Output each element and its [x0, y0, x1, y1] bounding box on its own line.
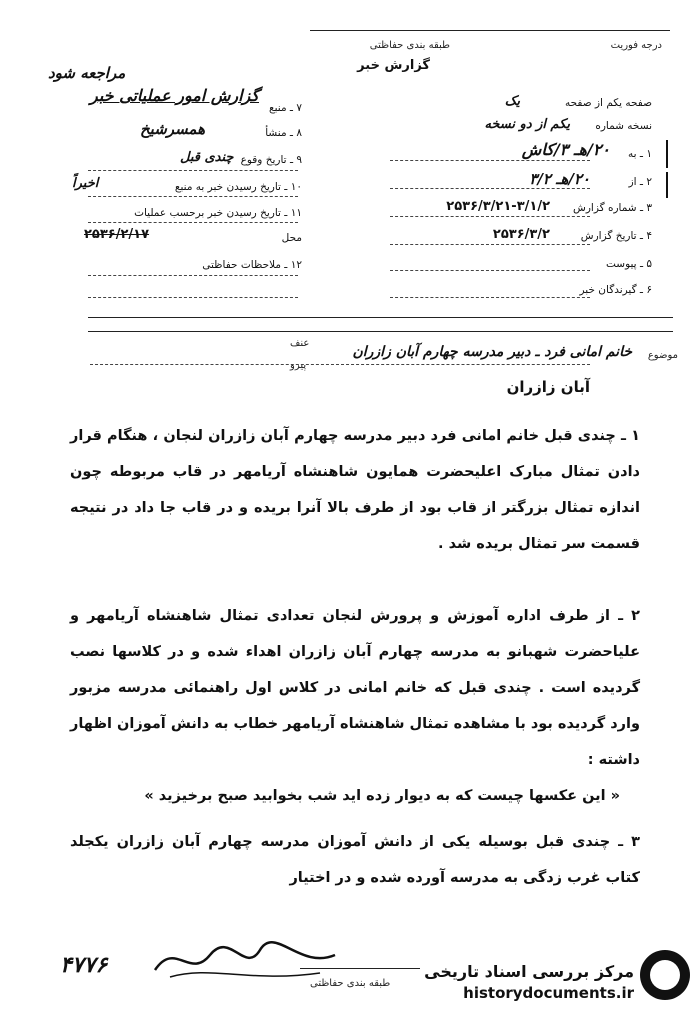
field-line: [88, 275, 298, 276]
left-field-1-value: همسرشیخ: [140, 120, 206, 138]
margin-mark: [666, 172, 668, 198]
field-line: [88, 297, 298, 298]
left-field-5-value: ۲۵۳۶/۲/۱۷: [84, 227, 150, 242]
left-field-2-label: ۹ ـ تاریخ وقوع: [240, 154, 302, 166]
heading: آبان زازران: [506, 378, 590, 396]
left-field-4-label: ۱۱ ـ تاریخ رسیدن خبر برحسب عملیات: [134, 207, 302, 219]
left-field-3-value: اخیراً: [72, 176, 99, 191]
right-field-3-label: ۲ ـ از: [628, 176, 652, 188]
subject-side-note-top: عنف: [290, 338, 310, 349]
security-label: طبقه بندی حفاظتی: [369, 40, 450, 51]
right-field-5-value: ۲۵۳۶/۳/۲: [492, 227, 550, 242]
left-field-5-label: محل: [281, 232, 302, 244]
subject-label: موضوع: [647, 350, 678, 361]
right-field-1-label: نسخه شماره: [595, 120, 652, 132]
field-line: [390, 160, 590, 161]
divider-rule: [88, 317, 673, 318]
right-field-6-label: ۵ ـ پیوست: [605, 258, 652, 270]
paragraph-quote: « این عکسها چیست که به دیوار زده اید شب بخوابید صبح برخیزید »: [144, 788, 620, 804]
margin-mark: [666, 140, 668, 168]
paragraph-2: ۲ ـ از طرف اداره آموزش و پرورش لنجان تعدادی تمثال شاهنشاه آریامهر و علیاحضرت شهبانو به مدرسه چهارم آبان زازران اهداء شده و در کلاسها نصب گردیده است . چندی قبل که خانم امانی در کلاس اول راهنمائی مدرسه مزبور وارد گردیده بود با مشاهده تمثال شاهنشاه آریامهر خطاب به دانش آموزان اظهار داشته :: [70, 608, 640, 768]
field-line: [390, 244, 590, 245]
form-title: گزارش خبر: [357, 58, 430, 73]
stamp-text: مراجعه شود: [48, 64, 126, 82]
left-field-2-value: چندی قبل: [180, 150, 234, 165]
right-field-0-value: یک: [504, 94, 520, 109]
subject-side-note-bottom: پیرو: [290, 360, 307, 371]
archive-site: historydocuments.ir: [463, 984, 634, 1002]
field-line: [390, 297, 590, 298]
field-line: [88, 222, 298, 223]
right-field-2-label: ۱ ـ به: [628, 148, 652, 160]
header-top-rule: [310, 30, 670, 31]
left-field-0-label: ۷ ـ منبع: [269, 102, 302, 114]
right-field-4-label: ۳ ـ شماره گزارش: [573, 202, 652, 214]
left-field-6-label: ۱۲ ـ ملاحظات حفاظتی: [202, 259, 302, 271]
divider-rule: [88, 331, 673, 332]
right-field-2-value: ۲۰/هـ ۳/کاش: [521, 140, 610, 159]
field-line: [390, 216, 590, 217]
archive-code: ۴۷۷۶: [60, 952, 108, 978]
footer-rule: [300, 968, 420, 969]
priority-label: درجه فوریت: [610, 40, 662, 51]
right-field-5-label: ۴ ـ تاریخ گزارش: [580, 230, 652, 242]
archive-logo-icon: [640, 950, 690, 1000]
right-field-7-label: ۶ ـ گیرندگان خبر: [579, 284, 652, 296]
left-field-3-label: ۱۰ ـ تاریخ رسیدن خبر به منبع: [174, 181, 302, 193]
subject-line: [90, 364, 590, 365]
handwritten-title: گزارش امور عملیاتی خبر: [90, 86, 259, 105]
paragraph-1: ۱ ـ چندی قبل خانم امانی فرد دبیر مدرسه چهارم آبان زازران لنجان ، هنگام قرار دادن تمثال مبارک اعلیحضرت همایون شاهنشاه آریامهر در قاب مربوطه چون اندازه تمثال بزرگتر از قاب بود از طرف بالا آنرا بریده و در قاب جا داد در نتیجه قسمت سر تمثال بریده شد .: [70, 428, 640, 552]
archive-name: مرکز بررسی اسناد تاریخی: [424, 962, 634, 981]
footer-security-label: طبقه بندی حفاظتی: [310, 978, 391, 989]
right-field-0-label: صفحه یکم از صفحه: [565, 97, 652, 109]
right-field-1-value: یکم از دو نسخه: [484, 117, 570, 132]
field-line: [88, 196, 298, 197]
field-line: [88, 170, 298, 171]
right-field-3-value: ۲۰/هـ ۳/۲: [529, 170, 590, 188]
field-line: [390, 270, 590, 271]
paragraph-3: ۳ ـ چندی قبل بوسیله یکی از دانش آموزان مدرسه چهارم آبان زازران یکجلد کتاب غرب زدگی به مدرسه آورده شده و در اختیار: [70, 834, 640, 886]
subject-text: خانم امانی فرد ـ دبیر مدرسه چهارم آبان زازران: [352, 344, 632, 360]
field-line: [390, 188, 590, 189]
left-field-1-label: ۸ ـ منشأ: [265, 127, 302, 139]
right-field-4-value: ۲۵۳۶/۳/۲۱-۳/۱/۲: [446, 199, 550, 214]
